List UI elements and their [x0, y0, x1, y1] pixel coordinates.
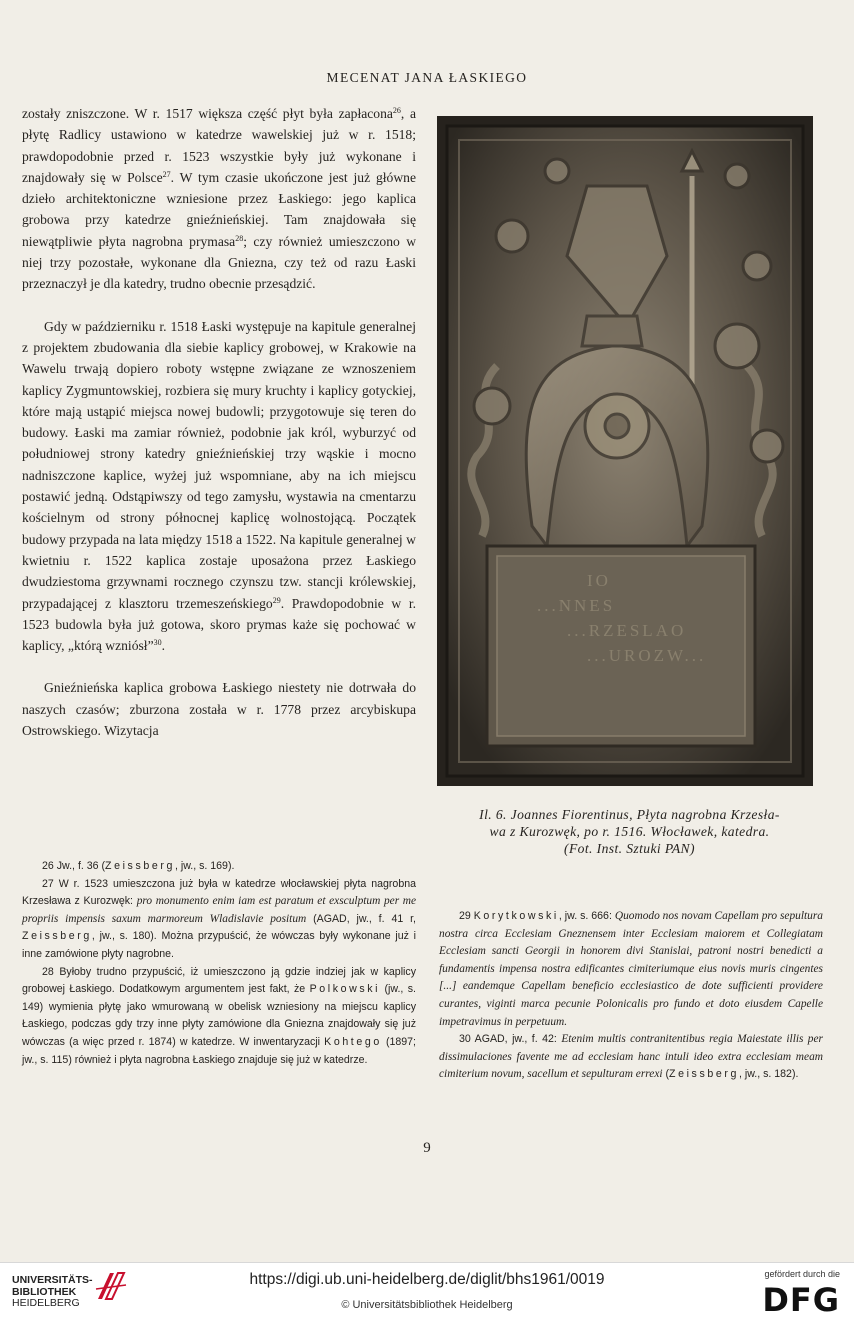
footnote-ref-26[interactable]: 26 — [392, 106, 401, 115]
running-title: MECENAT JANA ŁASKIEGO — [326, 70, 528, 85]
copyright-notice: © Universitätsbibliothek Heidelberg — [341, 1299, 513, 1311]
main-text-column — [22, 103, 416, 741]
tomb-slab-image — [437, 116, 813, 786]
dfg-logo[interactable] — [730, 1269, 840, 1317]
footnote-ref-29[interactable]: 29 — [272, 595, 281, 605]
caption-line-2: wa z Kurozwęk, po r. 1516. Włocławek, katedra. — [489, 824, 770, 839]
footnote-ref-27[interactable]: 27 — [162, 169, 171, 179]
dfg-wordmark: DFG — [762, 1281, 840, 1319]
library-name: UNIVERSITÄTS- BIBLIOTHEK HEIDELBERG — [12, 1274, 93, 1309]
plate-inscription-line-3: ...RZESLAO — [567, 621, 687, 640]
tomb-slab-photo — [437, 116, 813, 786]
plate-inscription-line-4: ...UROZW... — [587, 646, 707, 665]
paragraph-3: Gnieźnieńska kaplica grobowa Łaskiego niestety nie dotrwała do naszych czasów; zburzona została w r. 1778 przez arcybiskupa Ostrowskiego. Wizytacja — [22, 680, 416, 739]
caption-line-1: Il. 6. Joannes Fiorentinus, Płyta nagrobna Krzesła- — [479, 807, 780, 822]
plate-inscription-line-1: IO — [587, 571, 611, 590]
plate-inscription-line-2: ...NNES — [537, 596, 616, 615]
footnote-29: 29 Korytkowski, jw. s. 666: Quomodo nos novam Capellam pro sepultura nostra circa Ecclesiam Gneznensem inter Ecclesiam maiorem et Collegiatam Ecclesiam sancti Georgii in honorem divi Stanislai, patroni nostri benedicti a fundamentis impensa nostra edificantes cimiteriumque eius novis muris cingentes [...] eandemque Capellam beneficio ecclesiastico de dote sufficienti providere curantes, viginti marca pecunie Polonicalis pro fundo et doto eiusdem Capelle impetravimus in perpetuum. — [439, 910, 823, 1028]
footnote-27: 27 W r. 1523 umieszczona już była w katedrze włocławskiej płyta nagrobna Krzesława z Kurozwęk: pro monumento enim iam est paratum et exsculptum per me propriis impensis saxum marmoreum Wladislavie positum (AGAD, jw., f. 41 r, Zeissberg, jw., s. 180). Można przypuścić, że wówczas były wykonane już i inne zamówione płyty nagrobne. — [22, 877, 417, 960]
footnote-ref-30[interactable]: 30 — [153, 638, 162, 648]
paragraph-1: zostały zniszczone. W r. 1517 większa część płyt była zapłacona$^{26}$, a płytę Radlicy ustawiono w katedrze wawelskiej już w r. 1518; prawdopodobnie przed r. 1523 wszystkie były już wykonane i znajdowały się w Polsce$^{27}$. W tym czasie ukończone jest już główne dzieło architektoniczne wzniesione przez Łaskiego: jego kaplica grobowa przy katedrze gnieźnieńskiej. Tam znajdowała się niewątpliwie płyta nagrobna prymasa$^{28}$; czy również umieszczono w niej trzy pozostałe, wykonane dla Gniezna, czy też od razu Łaski przeznaczył je dla katedry, trudno obecnie przesądzić. — [22, 106, 417, 292]
footnotes-left — [22, 858, 416, 1069]
footnote-ref-28[interactable]: 28 — [235, 233, 244, 243]
paragraph-2: Gdy w październiku r. 1518 Łaski występuje na kapitule generalnej z projektem zbudowania dla siebie kaplicy grobowej, w Krakowie na Wawelu trwają dopiero roboty wstępne związane ze wznoszeniem kaplicy Zygmuntowskiej, rozbiera się mury kruchty i kaplicy gotyckiej, które mają ustąpić miejsca nowej budowli; przygotowuje się teren do budowy. Łaski ma zamiar również, podobnie jak król, wyburzyć od południowej strony katedry gnieźnieńskiej trzy wąskie i mocno nadniszczone kaplice, wyżej już wspomniane, aby na ich miejscu postawić jedną. Odstąpiwszy od tego zamysłu, wystawia na cmentarzu kościelnym od strony północnej kaplicę wolnostojącą. Początek budowy przypada na lata między 1518 a 1522. Na kapitule generalnej w kwietniu r. 1522 kaplica zostaje uposażona przez Łaskiego dwudziestoma grzywnami rocznego czynszu tzw. stancji królewskiej, przypadającej z klasztoru trzemeszeńskiego$^{29}$. Prawdopodobnie w r. 1523 budowla była już gotowa, skoro prymas każe się pochować w kaplicy, „którą wzniósł”$^{30}$. — [22, 318, 416, 654]
viewer-footer — [0, 1262, 854, 1321]
permalink-url[interactable]: https://digi.ub.uni-heidelberg.de/diglit/bhs1961/0019 — [249, 1271, 605, 1288]
footnote-28: 28 Byłoby trudno przypuścić, iż umieszczono ją gdzie indziej jak w kaplicy grobowej Łaskiego. Dodatkowym argumentem jest fakt, że Polkowski (jw., s. 149) wymienia płytę jako wmurowaną w obelisk wzniesiony na miejscu kaplicy Łaskiego, podczas gdy trzy inne płyty zamówione dla Gniezna znajdowały się już wówczas (a więc przed r. 1874) w katedrze. W inwentaryzacji Kohtego (1897; jw., s. 115) również i płyta nagrobna Łaskiego znajduje się już w katedrze. — [22, 965, 416, 1066]
footnote-30: 30 AGAD, jw., f. 42: Etenim multis contranitentibus regia Maiestate illis per dissimulaciones favente me ad ecclesiam hanc intuli ideo extra ecclesiam meam cimiterium novum, sacellum et sepulturam errexi (Zeissberg, jw., s. 182). — [439, 1033, 823, 1081]
page-number: 9 — [423, 1140, 431, 1156]
footnotes-right — [439, 908, 823, 1084]
caption-line-3: (Fot. Inst. Sztuki PAN) — [564, 841, 695, 856]
footnote-26: 26 Jw., f. 36 (Zeissberg, jw., s. 169). — [42, 860, 235, 872]
funded-by-label: gefördert durch die — [764, 1269, 840, 1279]
figure-caption — [437, 806, 822, 857]
